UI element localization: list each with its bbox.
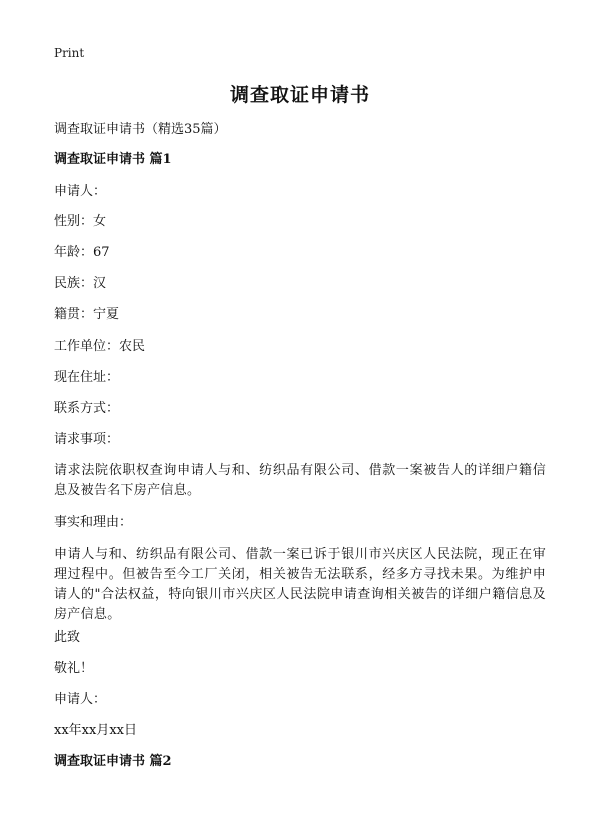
section-heading-1: 调查取证申请书 篇1 bbox=[54, 152, 172, 167]
closing-respect: 敬礼！ bbox=[54, 661, 94, 676]
employer-line: 工作单位：农民 bbox=[54, 339, 146, 354]
section-heading-2: 调查取证申请书 篇2 bbox=[54, 754, 172, 769]
document-subtitle: 调查取证申请书（精选35篇） bbox=[54, 122, 227, 137]
date-line: xx年xx月xx日 bbox=[54, 723, 137, 738]
age-line: 年龄：67 bbox=[54, 245, 110, 260]
origin-line: 籍贯：宁夏 bbox=[54, 307, 120, 322]
closing-salutation: 此致 bbox=[54, 630, 81, 645]
print-link[interactable]: Print bbox=[54, 46, 85, 60]
applicant-line: 申请人： bbox=[54, 184, 107, 199]
request-label: 请求事项： bbox=[54, 432, 120, 447]
facts-label: 事实和理由： bbox=[54, 515, 133, 530]
ethnicity-line: 民族：汉 bbox=[54, 276, 107, 291]
contact-line: 联系方式： bbox=[54, 401, 120, 416]
address-line: 现在住址： bbox=[54, 370, 120, 385]
signature-line: 申请人： bbox=[54, 692, 107, 707]
page-title: 调查取证申请书 bbox=[229, 84, 370, 106]
request-paragraph: 请求法院依职权查询申请人与和、纺织品有限公司、借款一案被告人的详细户籍信息及被告名下房产信息。 bbox=[54, 463, 546, 498]
facts-paragraph: 申请人与和、纺织品有限公司、借款一案已诉于银川市兴庆区人民法院，现正在审理过程中。但被告至今工厂关闭，相关被告无法联系，经多方寻找未果。为维护申请人的"合法权益，特向银川市兴庆区人民法院申请查询相关被告的详细户籍信息及房产信息。 bbox=[54, 547, 546, 622]
gender-line: 性别：女 bbox=[54, 214, 107, 229]
